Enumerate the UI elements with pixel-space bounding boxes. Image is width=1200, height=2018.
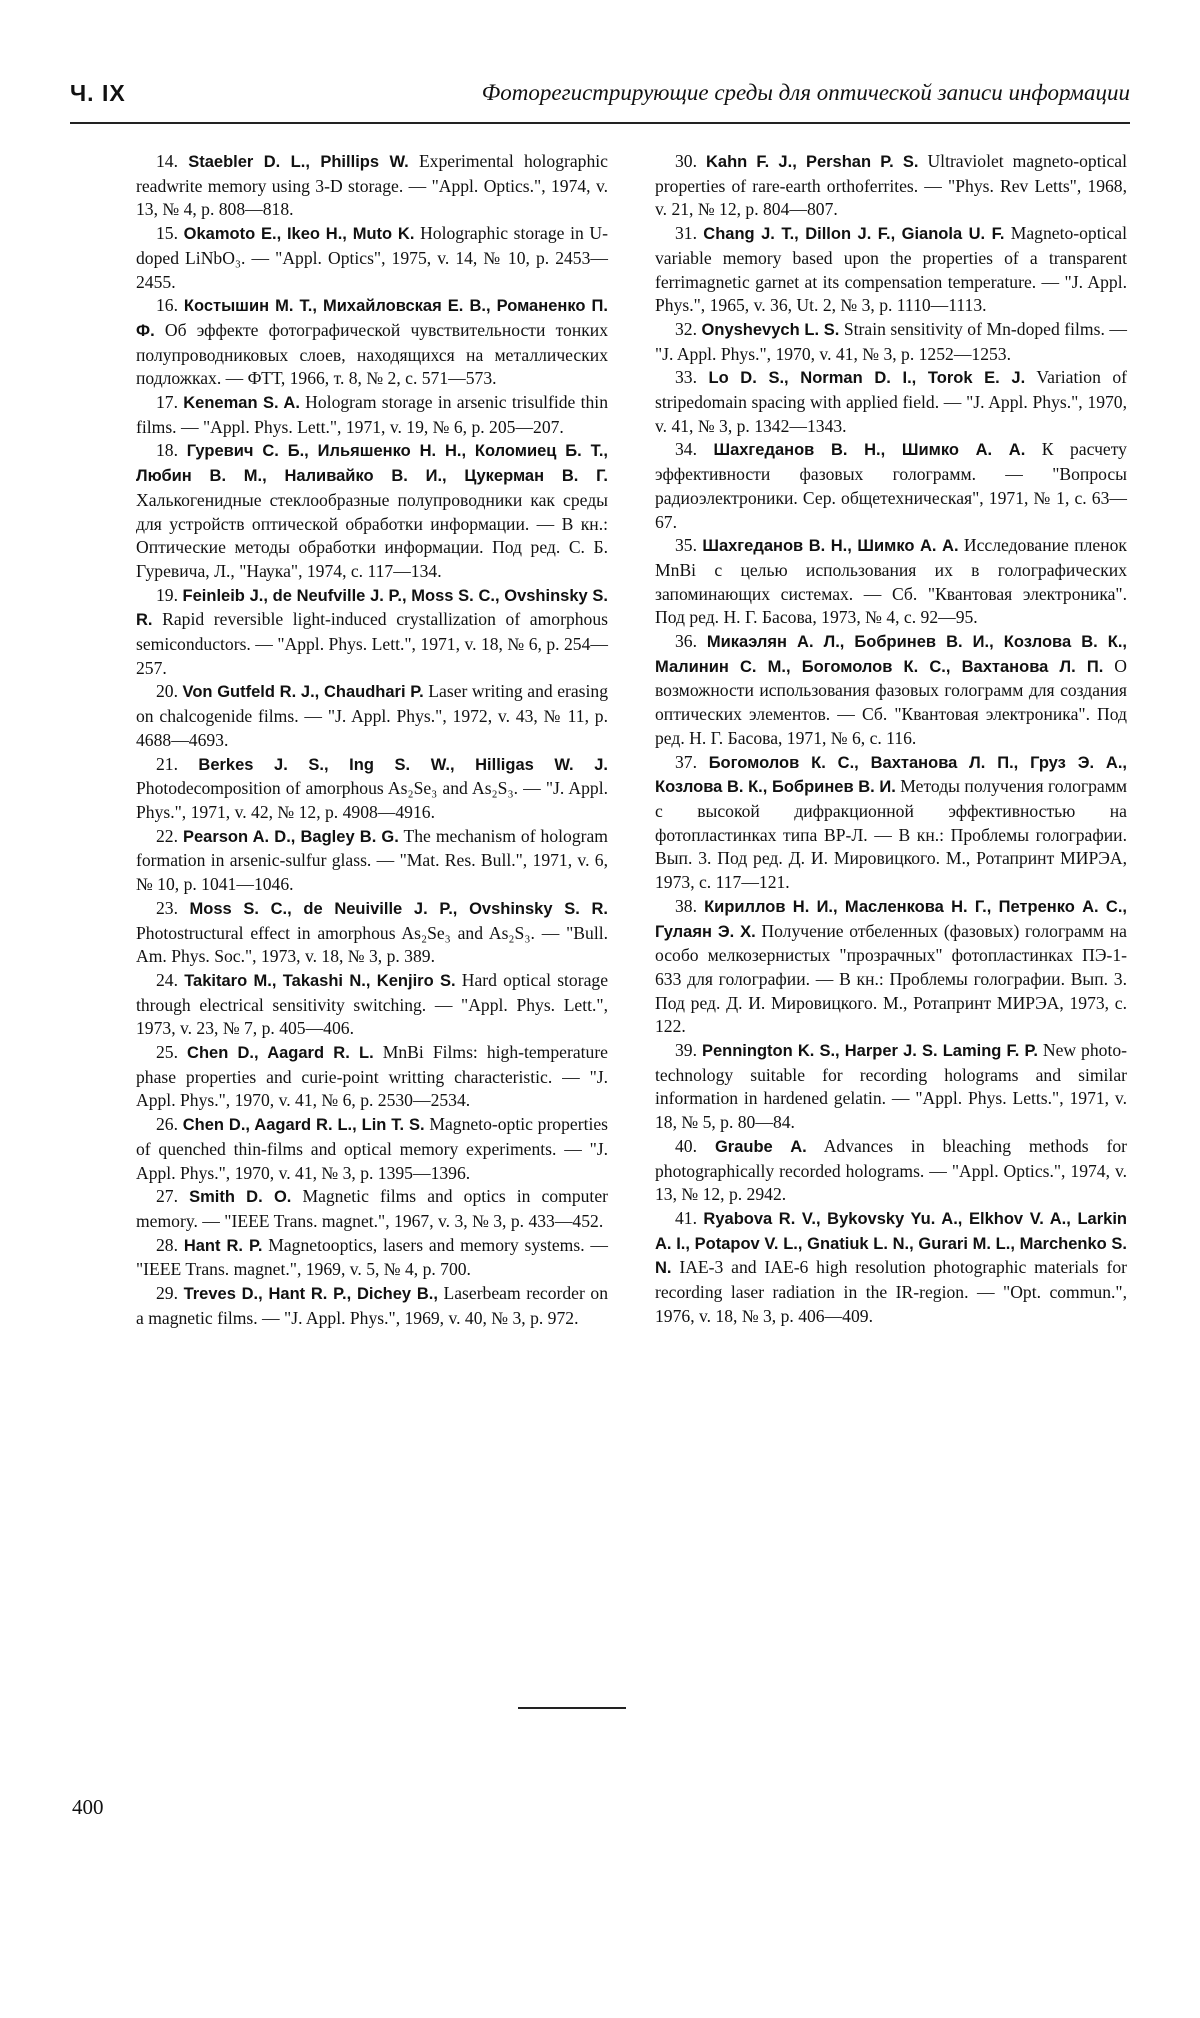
reference-entry [655, 1039, 1127, 1135]
reference-authors: Moss S. C., de Neuiville J. P., Ovshinsky S. R. [189, 899, 608, 918]
page-header [70, 76, 1130, 116]
reference-text: Hologram storage in arsenic trisulfide thin films. — "Appl. Phys. Lett.", 1971, v. 19, № 6, p. 205—207. [136, 392, 608, 437]
reference-text: Laserbeam recorder on a magnetic films. — "J. Appl. Phys.", 1969, v. 40, № 3, p. 972. [136, 1283, 608, 1328]
reference-number: 26. [156, 1114, 178, 1135]
reference-text: Hard optical storage through electrical sensitivity switching. — "Appl. Phys. Lett.", 1973, v. 23, № 7, p. 405—406. [136, 969, 608, 1039]
reference-entry [655, 1135, 1127, 1207]
reference-number: 17. [156, 392, 178, 413]
reference-text: Magnetic films and optics in computer memory. — "IEEE Trans. magnet.", 1967, v. 3, № 3, p. 433—452. [136, 1186, 608, 1231]
reference-authors: Keneman S. A. [183, 394, 300, 413]
reference-number: 19. [156, 584, 178, 605]
reference-authors: Feinleib J., de Neufville J. P., Moss S. C., Ovshinsky S. R. [136, 586, 609, 630]
reference-entry [655, 630, 1127, 751]
reference-text: IAE-3 and IAE-6 high resolution photographic materials for recording laser radiation in the IR-region. — "Opt. commun.", 1976, v. 18, № 3, p. 406—409. [655, 1257, 1127, 1326]
reference-text: Ultraviolet magneto-optical properties of rare-earth orthoferrites. — "Phys. Rev Letts", 1968, v. 21, № 12, p. 804—807. [655, 151, 1127, 220]
reference-number: 29. [156, 1283, 178, 1304]
reference-number: 41. [675, 1207, 697, 1228]
reference-authors: Шахгеданов В. Н., Шимко А. А. [702, 537, 959, 556]
reference-text: Laser writing and erasing on chalcogenide films. — "J. Appl. Phys.", 1972, v. 43, № 11, p. 4688—4693. [136, 681, 609, 750]
reference-entry [655, 318, 1127, 366]
reference-text: Photodecomposition of amorphous As₂Se₃ and As₂S₃. — "J. Appl. Phys.", 1971, v. 42, № 12, p. 4908—4916. [136, 778, 608, 822]
chapter-label: Ч. IX [70, 80, 126, 106]
reference-text: Experimental holographic readwrite memory using 3-D storage. — "Appl. Optics.", 1974, v. 13, № 4, p. 808—818. [136, 151, 608, 220]
reference-authors: Pearson A. D., Bagley B. G. [182, 827, 399, 846]
reference-text: Photostructural effect in amorphous As₂Se₃ and As₂S₃. — "Bull. Am. Phys. Soc.", 1973, v. 18, № 3, p. 389. [136, 922, 608, 967]
reference-entry [136, 150, 608, 222]
reference-text: Об эффекте фотографической чувствительности тонких полупроводниковых слоев, находящихся на металлических подложках. — ФТТ, 1966, т. 8, № 2, с. 571—573. [136, 319, 608, 389]
reference-text: New phototechnology suitable for recording holograms and similar information in hardened gelatin. — "Appl. Phys. Letts.", 1971, v. 18, № 5, p. 80—84. [655, 1040, 1127, 1133]
reference-number: 40. [675, 1135, 697, 1156]
reference-authors: Smith D. O. [189, 1188, 292, 1207]
reference-authors: Hant R. P. [183, 1236, 263, 1255]
reference-entry [136, 439, 608, 583]
reference-number: 22. [156, 825, 178, 846]
reference-number: 20. [156, 681, 178, 702]
reference-authors: Ryabova R. V., Bykovsky Yu. A., Elkhov V. A., Larkin A. I., Potapov V. L., Gnatiuk L. N., Gurari M. L., Marchenko S. N. [655, 1209, 1127, 1278]
reference-entry [136, 680, 608, 752]
reference-number: 16. [156, 295, 178, 316]
reference-authors: Onyshevych L. S. [701, 320, 840, 339]
reference-entry [136, 1041, 608, 1113]
reference-authors: Богомолов К. С., Вахтанова Л. П., Груз Э. А., Козлова В. К., Бобринев В. И. [655, 753, 1127, 797]
reference-text: Методы получения голограмм с высокой дифракционной эффективностью на фотопластинках типа ВР-Л. — В кн.: Проблемы голографии. Вып. 3. Под ред. Д. И. Мировицкого. М., Ротапринт МИРЭА, 1973, с. 117—121. [655, 776, 1127, 893]
reference-entry [136, 969, 608, 1041]
reference-number: 27. [156, 1186, 178, 1207]
reference-authors: Staebler D. L., Phillips W. [188, 153, 409, 171]
reference-text: Исследование пленок MnBi с целью использования их в голографических запоминающих системах. — Сб. "Квантовая электроника". Под ред. Н. Г. Басова, 1973, № 4, с. 92—95. [655, 535, 1127, 628]
reference-text: The mechanism of hologram formation in arsenic-sulfur glass. — "Mat. Res. Bull.", 1971, v. 6, № 10, p. 1041—1046. [136, 825, 608, 895]
reference-entry [136, 1282, 608, 1330]
running-title: Фоторегистрирующие среды для оптической записи информации [481, 80, 1130, 105]
reference-entry [136, 1185, 608, 1233]
reference-number: 34. [675, 439, 697, 460]
reference-number: 18. [156, 440, 178, 461]
reference-entry [136, 897, 608, 969]
reference-text: Magneto-optical variable memory based upon the properties of a transparent ferrimagnetic garnet at its compensation temperature. — "J. Appl. Phys.", 1965, v. 36, Ut. 2, № 3, p. 1110—1113. [655, 223, 1127, 316]
reference-number: 24. [156, 969, 178, 990]
reference-number: 23. [156, 897, 178, 918]
reference-text: MnBi Films: high-temperature phase properties and curie-point writting characteristic. — "J. Appl. Phys.", 1970, v. 41, № 6, p. 2530—2534. [136, 1042, 608, 1111]
reference-authors: Кириллов Н. И., Масленкова Н. Г., Петренко А. С., Гулаян Э. Х. [655, 897, 1127, 941]
reference-number: 30. [675, 151, 697, 171]
reference-text: Strain sensitivity of Mn-doped films. — "J. Appl. Phys.", 1970, v. 41, № 3, p. 1252—1253. [655, 318, 1127, 364]
reference-text: Magnetooptics, lasers and memory systems. — "IEEE Trans. magnet.", 1969, v. 5, № 4, p. 700. [136, 1234, 609, 1280]
reference-authors: Chen D., Aagard R. L. [187, 1044, 374, 1063]
reference-number: 28. [156, 1234, 178, 1255]
reference-authors: Chen D., Aagard R. L., Lin T. S. [182, 1116, 425, 1135]
reference-entry [655, 534, 1127, 630]
header-rule [70, 122, 1130, 124]
reference-text: Advances in bleaching methods for photographically recorded holograms. — "Appl. Optics.", 1974, v. 13, № 12, p. 2942. [655, 1135, 1127, 1205]
reference-entry [655, 895, 1127, 1039]
reference-entry [136, 584, 608, 681]
reference-number: 25. [156, 1042, 178, 1063]
reference-number: 31. [675, 223, 697, 244]
reference-authors: Berkes J. S., Ing S. W., Hilligas W. J. [198, 755, 608, 774]
reference-entry [136, 825, 608, 897]
reference-entry [655, 150, 1127, 222]
reference-text: Rapid reversible light-induced crystallization of amorphous semiconductors. — "Appl. Phys. Lett.", 1971, v. 18, № 6, p. 254—257. [136, 609, 608, 678]
reference-authors: Graube A. [714, 1137, 807, 1156]
reference-text: Халькогенидные стеклообразные полупроводники как среды для устройств оптической обработки информации. — В кн.: Оптические методы обработки информации. Под ред. С. Б. Гуревича, Л., "Наука", 1974, с. 117—134. [136, 489, 608, 581]
reference-number: 33. [675, 367, 697, 388]
references-left-column [136, 150, 608, 1330]
reference-authors: Pennington K. S., Harper J. S. Laming F. P. [701, 1042, 1038, 1061]
reference-entry [136, 391, 608, 439]
reference-entry [655, 222, 1127, 318]
reference-entry [136, 222, 608, 294]
reference-text: К расчету эффективности фазовых голограмм. — "Вопросы радиоэлектроники. Сер. общетехническая", 1971, № 1, с. 63—67. [655, 439, 1127, 532]
reference-authors: Treves D., Hant R. P., Dichey B., [183, 1285, 438, 1304]
reference-authors: Okamoto E., Ikeo H., Muto K. [183, 225, 415, 244]
reference-number: 15. [156, 223, 178, 244]
reference-number: 36. [675, 631, 697, 652]
reference-number: 35. [675, 535, 697, 556]
references-right-column [655, 150, 1127, 1328]
reference-authors: Kahn F. J., Pershan P. S. [706, 153, 919, 171]
reference-authors: Костышин М. Т., Михайловская Е. В., Романенко П. Ф. [136, 297, 608, 340]
reference-text: Holographic storage in U-doped LiNbO₃. — "Appl. Optics", 1975, v. 14, № 10, p. 2453—2455. [136, 223, 608, 292]
reference-number: 37. [675, 751, 697, 772]
reference-entry [655, 751, 1127, 895]
reference-number: 39. [675, 1040, 697, 1061]
footer-rule [518, 1707, 626, 1709]
reference-authors: Chang J. T., Dillon J. F., Gianola U. F. [703, 225, 1005, 244]
reference-text: Magneto-optic properties of quenched thin-films and optical memory experiments. — "J. Appl. Phys.", 1970, v. 41, № 3, p. 1395—1396. [136, 1114, 608, 1183]
reference-authors: Von Gutfeld R. J., Chaudhari P. [182, 683, 424, 702]
reference-text: Variation of stripedomain spacing with applied field. — "J. Appl. Phys.", 1970, v. 41, № 3, p. 1342—1343. [655, 367, 1127, 436]
reference-entry [136, 294, 608, 391]
reference-authors: Lo D. S., Norman D. I., Torok E. J. [708, 369, 1026, 388]
page-number: 400 [72, 1795, 104, 1819]
reference-authors: Гуревич С. Б., Ильяшенко Н. Н., Коломиец Б. Т., Любин В. М., Наливайко В. И., Цукерман В. Г. [136, 442, 608, 486]
reference-entry [655, 438, 1127, 534]
reference-text: Получение отбеленных (фазовых) голограмм на особо мелкозернистых "прозрачных" фотопластинках ПЭ-1-633 для голографии. — В кн.: Проблемы голографии. Вып. 3. Под ред. Д. И. Мировицкого. М., Ротапринт МИРЭА, 1973, с. 122. [655, 920, 1127, 1037]
reference-authors: Шахгеданов В. Н., Шимко А. А. [713, 441, 1026, 460]
reference-entry [655, 1207, 1127, 1329]
reference-entry [136, 1113, 608, 1185]
reference-entry [136, 753, 608, 825]
reference-entry [136, 1234, 608, 1282]
reference-number: 21. [156, 753, 178, 774]
reference-text: О возможности использования фазовых голограмм для создания оптических элементов. — Сб. "Квантовая электроника". Под ред. Н. Г. Басова, 1971, № 6, с. 116. [655, 655, 1127, 748]
reference-entry [655, 366, 1127, 438]
reference-authors: Микаэлян А. Л., Бобринев В. И., Козлова В. К., Малинин С. М., Богомолов К. С., Вахтанова Л. П. [655, 633, 1127, 676]
reference-number: 14. [156, 151, 178, 171]
reference-number: 32. [675, 318, 697, 339]
reference-authors: Takitaro M., Takashi N., Kenjiro S. [184, 971, 456, 990]
reference-number: 38. [675, 895, 697, 916]
